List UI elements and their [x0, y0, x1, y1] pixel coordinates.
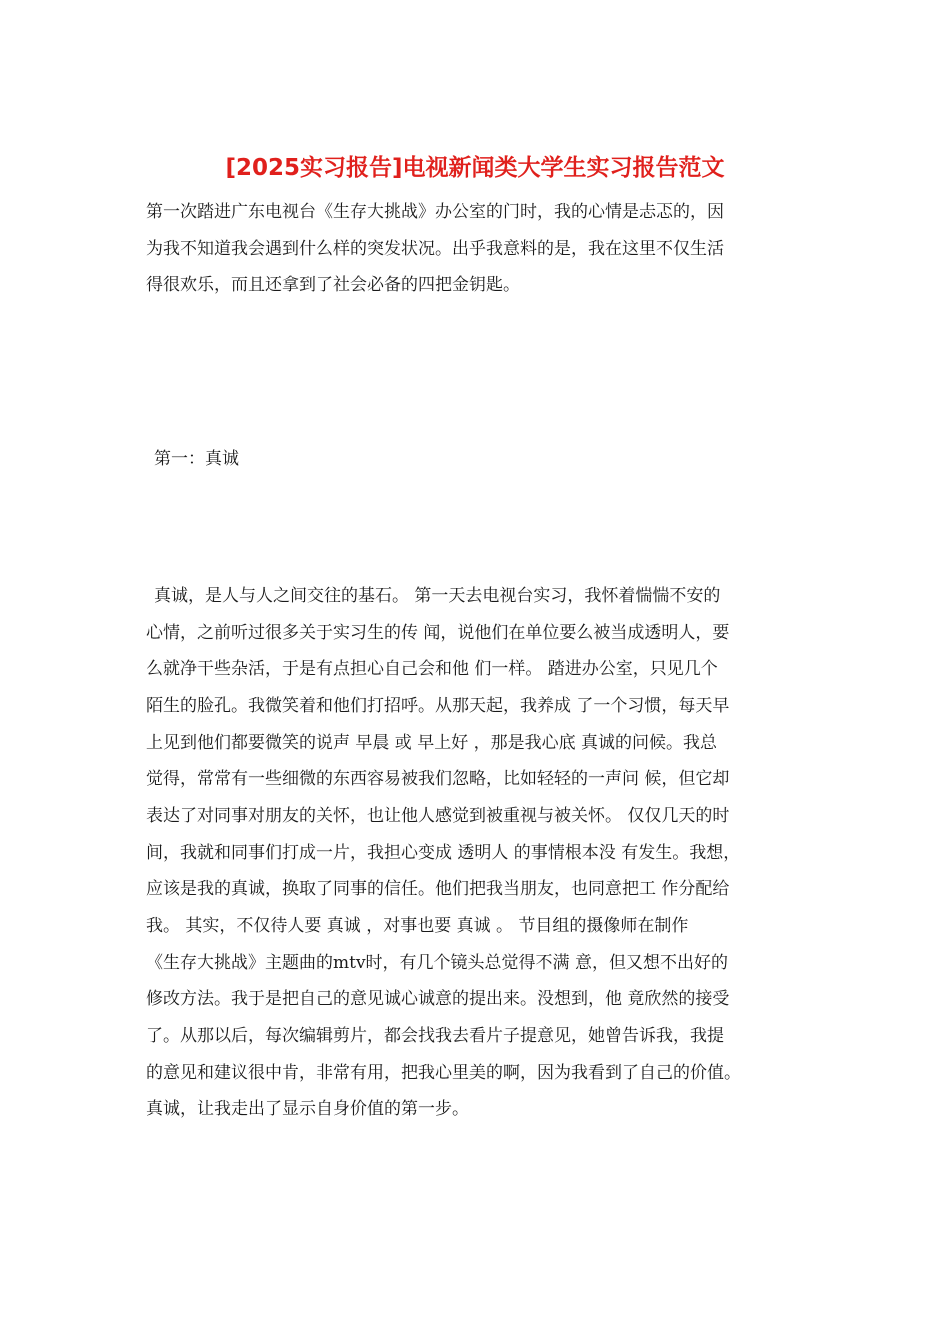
body-line: 了。从那以后，每次编辑剪片，都会找我去看片子提意见，她曾告诉我，我提 [146, 1026, 724, 1046]
body-line: 表达了对同事对朋友的关怀，也让他人感觉到被重视与被关怀。 仅仅几天的时 [146, 806, 730, 826]
body-line: 的意见和建议很中肯，非常有用，把我心里美的啊，因为我看到了自己的价值。 [146, 1063, 741, 1083]
body-line: 上见到他们都要微笑的说声 早晨 或 早上好 ，那是我心底 真诚的问候。我总 [146, 733, 718, 753]
intro-line: 为我不知道我会遇到什么样的突发状况。出乎我意料的是，我在这里不仅生活 [146, 239, 724, 259]
body-line: 陌生的脸孔。我微笑着和他们打招呼。从那天起，我养成 了一个习惯，每天早 [146, 696, 730, 716]
body-line: 心情，之前听过很多关于实习生的传 闻，说他们在单位要么被当成透明人，要 [146, 623, 730, 643]
body-line: 真诚，是人与人之间交往的基石。 第一天去电视台实习，我怀着惴惴不安的 [154, 586, 721, 606]
body-line: 应该是我的真诚，换取了同事的信任。他们把我当朋友，也同意把工 作分配给 [146, 879, 730, 899]
intro-line: 得很欢乐，而且还拿到了社会必备的四把金钥匙。 [146, 275, 520, 295]
section-heading: 第一：真诚 [154, 449, 239, 469]
body-line: 觉得，常常有一些细微的东西容易被我们忽略，比如轻轻的一声问 候，但它却 [146, 769, 730, 789]
document-title: [2025实习报告]电视新闻类大学生实习报告范文 [225, 155, 725, 181]
body-line: 么就净干些杂活，于是有点担心自己会和他 们一样。 踏进办公室，只见几个 [146, 659, 718, 679]
intro-line: 第一次踏进广东电视台《生存大挑战》办公室的门时，我的心情是忐忑的，因 [146, 202, 724, 222]
body-line: 我。 其实，不仅待人要 真诚 ，对事也要 真诚 。 节目组的摄像师在制作 [146, 916, 689, 936]
body-line: 《生存大挑战》主题曲的mtv时，有几个镜头总觉得不满 意，但又想不出好的 [146, 953, 728, 973]
body-line: 修改方法。我于是把自己的意见诚心诚意的提出来。没想到，他 竟欣然的接受 [146, 989, 730, 1009]
body-line: 间，我就和同事们打成一片，我担心变成 透明人 的事情根本没 有发生。我想， [146, 843, 741, 863]
body-line: 真诚，让我走出了显示自身价值的第一步。 [146, 1099, 469, 1119]
